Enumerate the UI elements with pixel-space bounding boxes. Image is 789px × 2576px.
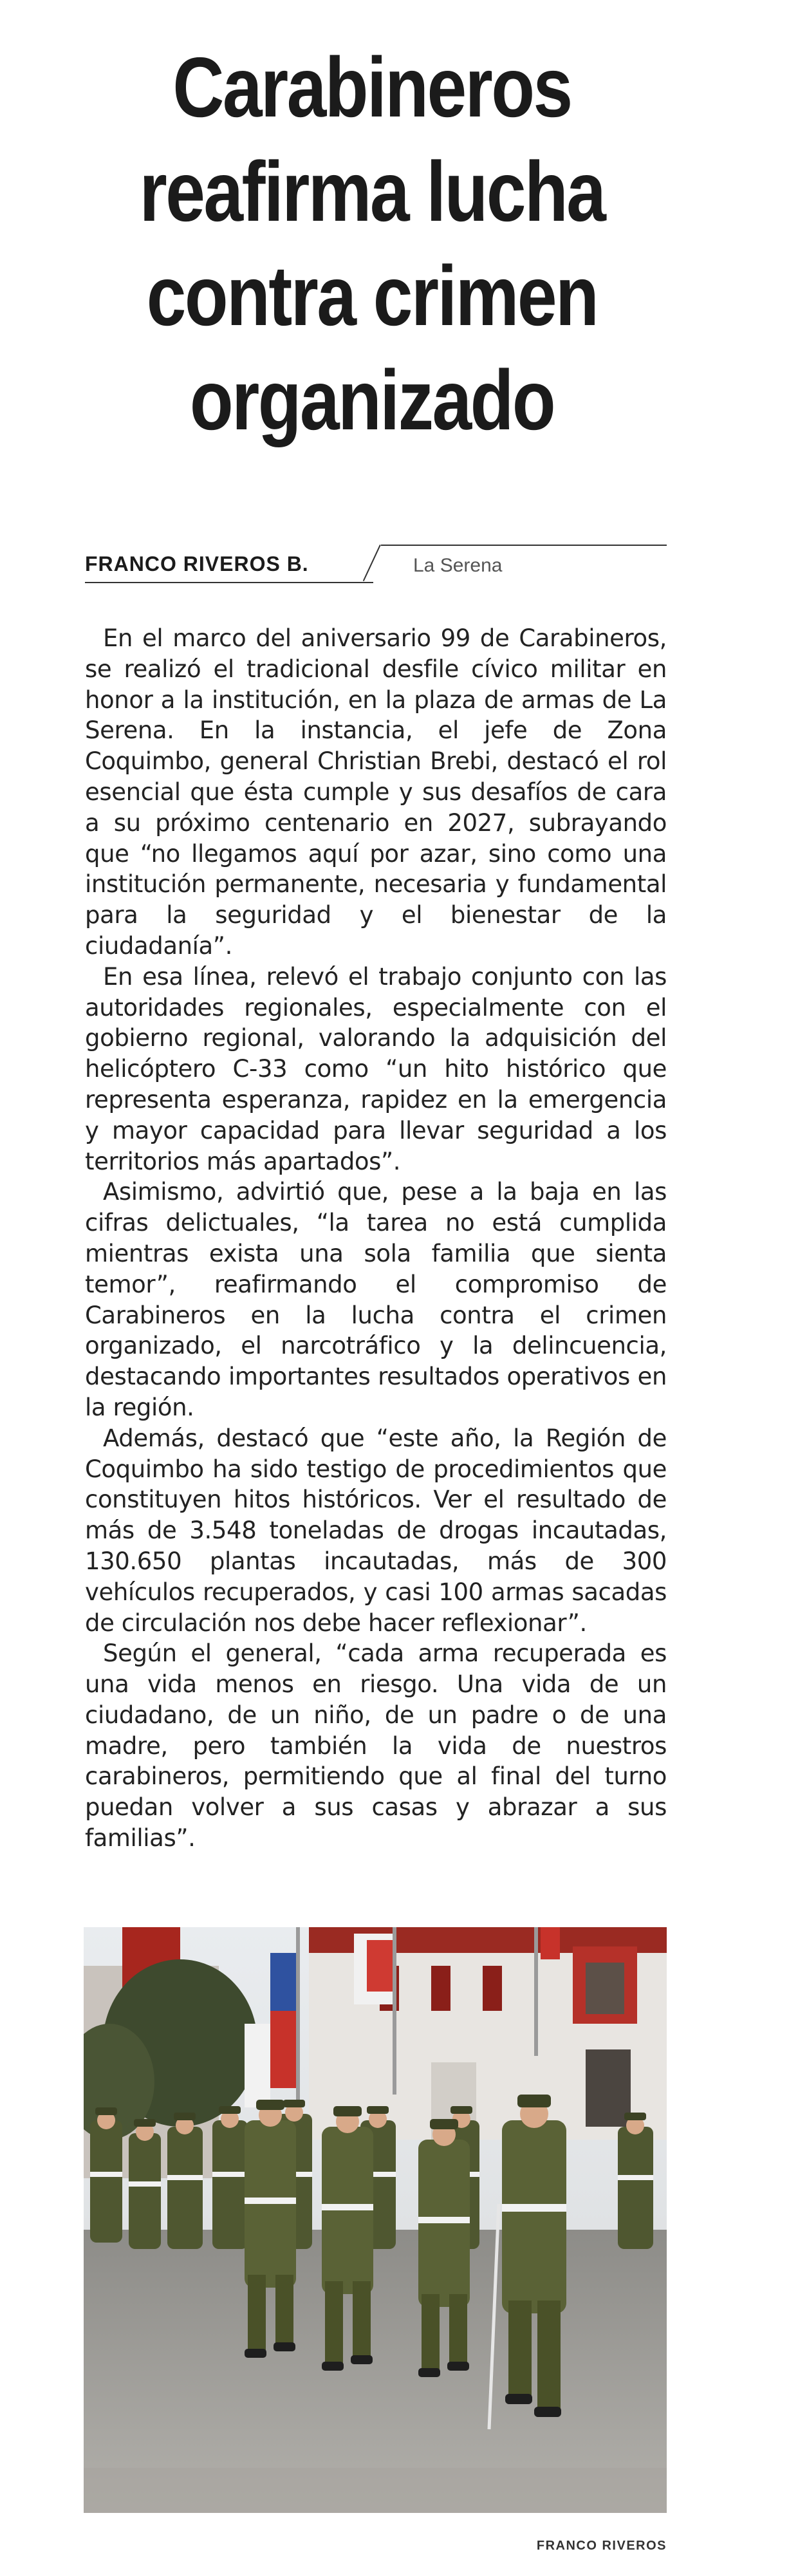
paragraph: Según el general, “cada arma recuperada es una vida menos en riesgo. Una vida de un ciudadano, de un niño, de un padre o de una madre, pero también la vida de nuestros carabineros, permitiendo que al final del turno puedan volver a sus casas y abrazar a sus familias”. — [85, 1639, 667, 1853]
parade-illustration — [84, 1927, 667, 2513]
parade-photo — [84, 1927, 667, 2513]
paragraph: Asimismo, advirtió que, pese a la baja en las cifras delictuales, “la tarea no está cumplida mientras exista una sola familia que sienta temor”, reafirmando el compromiso de Carabineros en la lucha contra el crimen organizado, el narcotráfico y la delincuencia, destacando importantes resultados operativos en la región. — [85, 1178, 667, 1421]
byline-rule-right — [381, 545, 667, 546]
byline-slash — [363, 545, 381, 581]
headline: Carabineros reafirma lucha contra crimen organizado — [139, 40, 605, 447]
photo-credit: FRANCO RIVEROS — [536, 2539, 667, 2553]
article-body — [85, 623, 667, 1854]
author-name: FRANCO RIVEROS B. — [85, 552, 309, 575]
paragraph: Además, destacó que “este año, la Región de Coquimbo ha sido testigo de procedimientos que constituyen hitos históricos. Ver el resultado de más de 3.548 toneladas de drogas incautadas, 130.650 plantas incautadas, más de 300 vehículos recuperados, y casi 100 armas sacadas de circulación nos debe hacer reflexionar”. — [85, 1424, 667, 1637]
dateline-location: La Serena — [413, 555, 503, 576]
paragraph: En el marco del aniversario 99 de Carabineros, se realizó el tradicional desfile cívico militar en honor a la institución, en la plaza de armas de La Serena. En la instancia, el jefe de Zona Coquimbo, general Christian Brebi, destacó el rol esencial que ésta cumple y sus desafíos de cara a su próximo centenario en 2027, subrayando que “no llegamos aquí por azar, sino como una institución permanente, necesaria y fundamental para la seguridad y el bienestar de la ciudadanía”. — [85, 624, 667, 960]
paragraph: En esa línea, relevó el trabajo conjunto con las autoridades regionales, especialmente con el gobierno regional, valorando la adquisición del helicóptero C-33 como “un hito histórico que representa esperanza, rapidez en la emergencia y mayor capacidad para llevar seguridad a los territorios más apartados”. — [85, 962, 667, 1175]
byline — [77, 545, 667, 586]
byline-rule-left — [85, 582, 373, 583]
